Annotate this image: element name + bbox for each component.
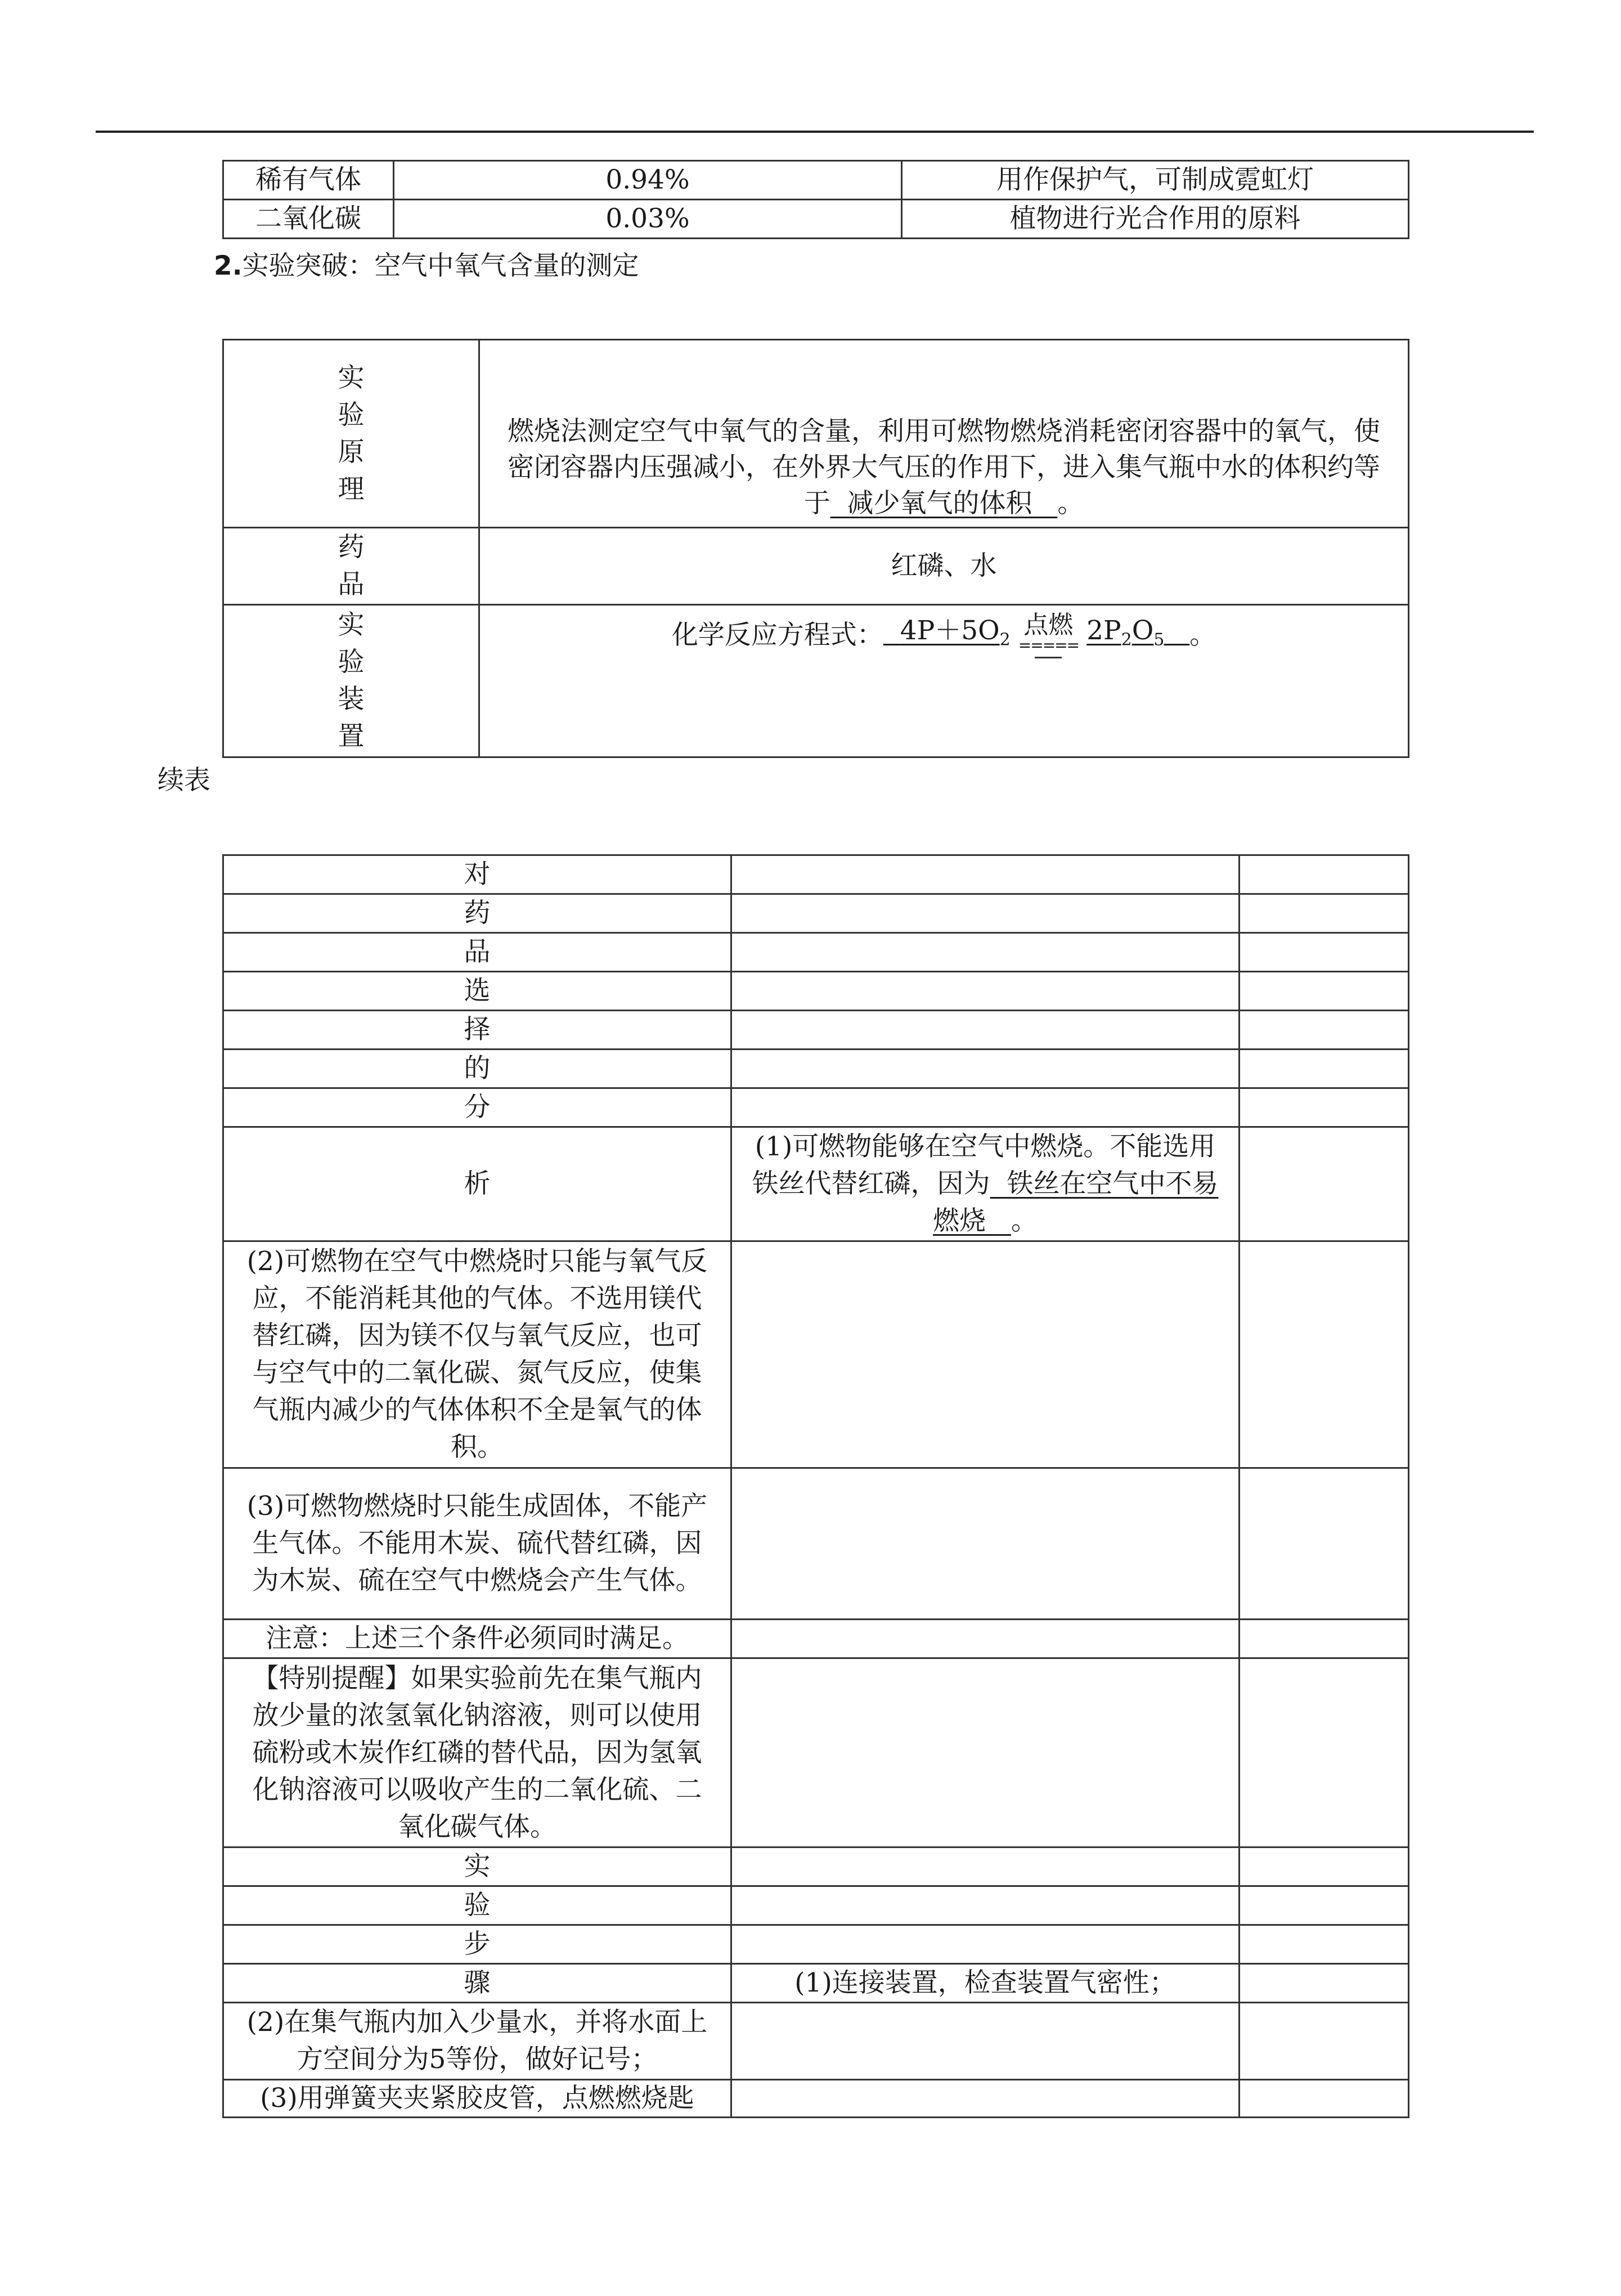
gas-name-cell: 二氧化碳: [223, 200, 394, 239]
special-tip: 【特别提醒】如果实验前先在集气瓶内放少量的浓氢氧化钠溶液，则可以使用硫粉或木炭作红磷的替代品，因为氢氧化钠溶液可以吸收产生的二氧化硫、二氧化碳气体。: [223, 1658, 731, 1847]
principle-label: 实 验 原 理: [223, 340, 479, 528]
reagents-label: 药 品: [223, 528, 479, 605]
table-row: 对: [223, 855, 1409, 894]
principle-text: 燃烧法测定空气中氧气的含量，利用可燃物燃烧消耗密闭容器中的氧气，使密闭容器内压强减小，在外界大气压的作用下，进入集气瓶中水的体积约等于 减少氧气的体积 。: [479, 340, 1409, 528]
note-text: 注意：上述三个条件必须同时满足。: [223, 1620, 731, 1658]
table-row: [223, 1468, 1409, 1620]
analysis-1: (1)可燃物能够在空气中燃烧。不能选用铁丝代替红磷，因为 铁丝在空气中不易燃烧 。: [731, 1127, 1240, 1241]
table-row: [223, 2003, 1409, 2080]
step-1: (1)连接装置，检查装置气密性；: [731, 1964, 1240, 2003]
table-row: [223, 1620, 1409, 1658]
table-row: [223, 200, 1409, 239]
apparatus-label: 实 验 装 置: [223, 605, 479, 757]
table-row: 步: [223, 1925, 1409, 1964]
table-row: 药: [223, 894, 1409, 933]
experiment-table: [222, 339, 1409, 758]
gas-use-cell: 用作保护气，可制成霓虹灯: [902, 161, 1409, 200]
reaction-condition: 点燃 =====: [1018, 613, 1079, 658]
table-row: [223, 2080, 1409, 2118]
table-row: 分: [223, 1088, 1409, 1127]
principle-answer: 减少氧气的体积: [847, 488, 1032, 519]
table-row: [223, 605, 1409, 757]
table-row: 的: [223, 1050, 1409, 1088]
analysis-3: (3)可燃物燃烧时只能生成固体，不能产生气体。不能用木炭、硫代替红磷，因为木炭、硫在空气中燃烧会产生气体。: [223, 1468, 731, 1620]
table-row: 选: [223, 972, 1409, 1011]
step-3: (3)用弹簧夹夹紧胶皮管，点燃燃烧匙: [223, 2080, 731, 2118]
table-row: [223, 1241, 1409, 1468]
gas-use-cell: 植物进行光合作用的原料: [902, 200, 1409, 239]
table-row: [223, 340, 1409, 528]
table-row: [223, 528, 1409, 605]
table-row: [223, 161, 1409, 200]
continued-label: 续表: [158, 765, 210, 796]
gas-name-cell: 稀有气体: [223, 161, 394, 200]
step-2: (2)在集气瓶内加入少量水，并将水面上方空间分为5等份，做好记号；: [223, 2003, 731, 2080]
analysis-2: (2)可燃物在空气中燃烧时只能与氧气反应，不能消耗其他的气体。不选用镁代替红磷，因为镁不仅与氧气反应，也可与空气中的二氧化碳、氮气反应，使集气瓶内减少的气体体积不全是氧气的体积。: [223, 1241, 731, 1468]
air-composition-table: [222, 160, 1409, 239]
table-row: 骤 (1)连接装置，检查装置气密性；: [223, 1964, 1409, 2003]
reagents-text: 红磷、水: [479, 528, 1409, 605]
table-row: 品: [223, 933, 1409, 972]
gas-content-cell: 0.94%: [394, 161, 902, 200]
table-row: 验: [223, 1886, 1409, 1925]
table-row: [223, 1658, 1409, 1847]
section-heading: [214, 246, 639, 286]
table-row: 择: [223, 1011, 1409, 1050]
section-title: 实验突破：空气中氧气含量的测定: [242, 250, 639, 281]
reaction-equation: 化学反应方程式： $4P+5O_2$ 点燃 ===== $2P_2O_5$ 。: [479, 605, 1409, 757]
section-number: 2.: [214, 250, 243, 281]
table-row: 析 (1)可燃物能够在空气中燃烧。不能选用铁丝代替红磷，因为 铁丝在空气中不易燃烧 。: [223, 1127, 1409, 1241]
table-row: 实: [223, 1847, 1409, 1886]
gas-content-cell: 0.03%: [394, 200, 902, 239]
continued-table: [222, 854, 1409, 2118]
header-rule: [96, 131, 1534, 133]
